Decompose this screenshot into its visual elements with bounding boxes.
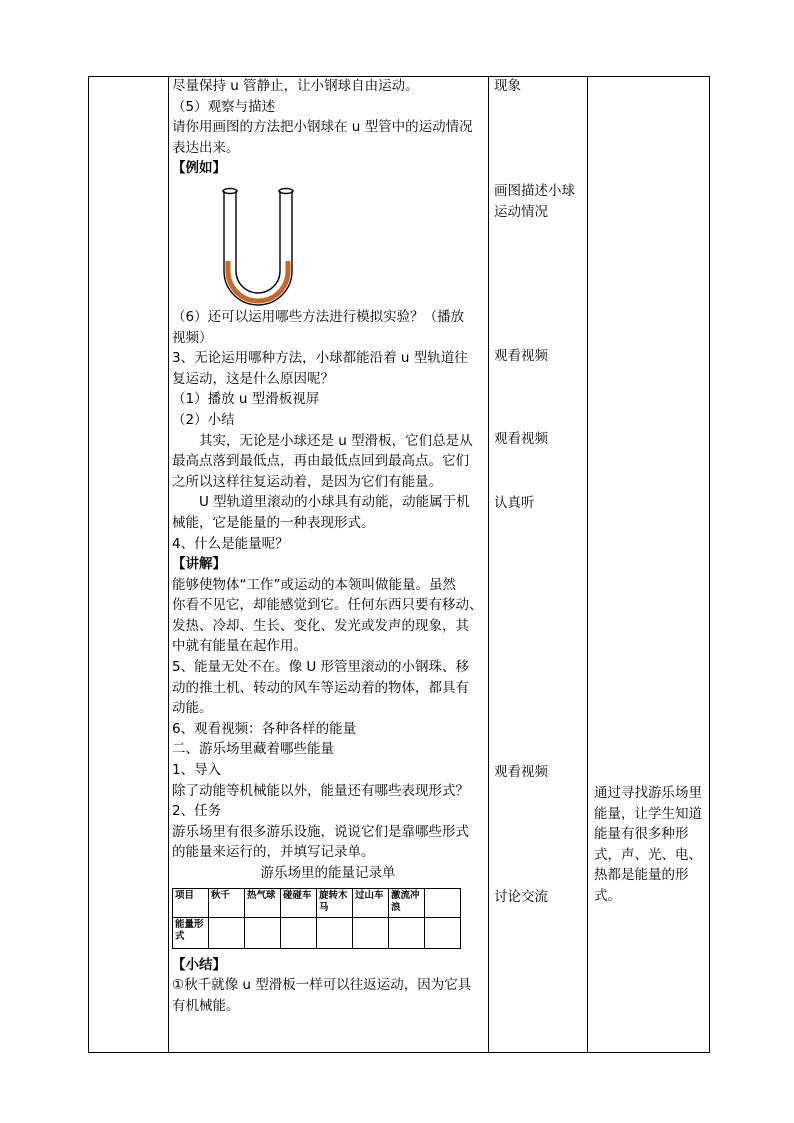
student-activity: 观看视频: [494, 431, 548, 447]
text-line: 其实，无论是小球还是 u 型滑板，它们总是从: [199, 432, 473, 449]
table-cell: [317, 917, 353, 948]
student-activity: 认真听: [494, 495, 535, 511]
table-cell: 秋千: [209, 888, 245, 917]
text-line: 能够使物体“工作”或运动的本领叫做能量。虽然: [172, 576, 456, 593]
table-cell: [245, 917, 281, 948]
text-line: 你看不见它，却能感觉到它。任何东西只要有移动、: [172, 597, 483, 614]
section-heading: 二、游乐场里藏着哪些能量: [172, 741, 334, 758]
text-line: 尽量保持 u 管静止，让小钢球自由运动。: [172, 78, 419, 94]
table-cell: 能量形式: [173, 917, 209, 948]
text-line: 复运动，这是什么原因呢？: [172, 370, 334, 387]
table-row: [173, 888, 461, 917]
table-cell: [425, 888, 461, 917]
record-table-title: 游乐场里的能量记录单: [260, 865, 396, 881]
text-line: 之所以这样往复运动着，是因为它们有能量。: [172, 473, 442, 490]
text-line: 请你用画图的方法把小钢球在 u 型管中的运动情况: [172, 119, 473, 136]
text-line: 中就有能量在起作用。: [172, 638, 307, 655]
student-activity: 讨论交流: [494, 889, 548, 905]
table-cell: [281, 917, 317, 948]
table-cell: 激流冲浪: [389, 888, 425, 917]
text-line: 3、无论运用哪种方法，小球都能沿着 u 型轨道往: [172, 350, 468, 367]
example-heading: 【例如】: [172, 160, 226, 177]
text-line: 6、观看视频：各种各样的能量: [172, 720, 357, 737]
text-line: 2、任务: [172, 803, 222, 820]
text-line: 视频）: [172, 329, 213, 346]
text-line: 发热、冷却、生长、变化、发光或发声的现象，其: [172, 617, 469, 634]
text-line: 1、导入: [172, 762, 222, 779]
explain-heading: 【讲解】: [172, 556, 226, 573]
text-line: U 型轨道里滚动的小球具有动能，动能属于机: [199, 494, 470, 511]
table-cell: [209, 917, 245, 948]
text-line: 械能，它是能量的一种表现形式。: [172, 514, 375, 531]
text-line: （5）观察与描述: [172, 98, 276, 115]
column-divider: [587, 76, 588, 1053]
table-row: [173, 917, 461, 948]
ball-path: [228, 261, 288, 301]
text-line: （6）还可以运用哪些方法进行模拟实验？（播放: [172, 308, 465, 325]
text-line: （1）播放 u 型滑板视屏: [172, 391, 320, 408]
text-line: ①秋千就像 u 型滑板一样可以往返运动，因为它具: [172, 977, 472, 994]
text-line: 5、能量无处不在。像 U 形管里滚动的小钢珠、移: [172, 659, 470, 676]
text-line: 表达出来。: [172, 139, 240, 156]
design-intent-text: 通过寻找游乐场里能量，让学生知道能量有很多种形式，声、光、电、热都是能量的形式。: [594, 785, 702, 904]
table-cell: 碰碰车: [281, 888, 317, 917]
table-cell: 热气球: [245, 888, 281, 917]
u-tube-drawing: [218, 185, 298, 307]
text-line: 最高点落到最低点，再由最低点回到最高点。它们: [172, 453, 469, 470]
student-activity: 观看视频: [494, 348, 548, 364]
student-activity: 现象: [494, 78, 521, 94]
energy-record-table: [172, 888, 461, 949]
text-line: （2）小结: [172, 411, 235, 428]
text-line: 有机械能。: [172, 997, 240, 1014]
table-cell: [353, 917, 389, 948]
teaching-process-column: [172, 76, 484, 1016]
text-line: 的能量来运行的，并填写记录单。: [172, 844, 375, 861]
text-line: 除了动能等机械能以外，能量还有哪些表现形式？: [172, 782, 469, 799]
student-activity: 观看视频: [494, 764, 548, 780]
text-line: 动的推土机、转动的风车等运动着的物体，都具有: [172, 679, 469, 696]
table-cell: [425, 917, 461, 948]
table-cell: 项目: [173, 888, 209, 917]
table-cell: 旋转木马: [317, 888, 353, 917]
column-divider: [168, 76, 169, 1053]
table-cell: 过山车: [353, 888, 389, 917]
column-divider: [488, 76, 489, 1053]
table-cell: [389, 917, 425, 948]
text-line: 动能。: [172, 700, 213, 717]
text-line: 4、什么是能量呢？: [172, 535, 289, 552]
text-line: 游乐场里有很多游乐设施，说说它们是靠哪些形式: [172, 823, 469, 840]
summary-heading: 【小结】: [172, 956, 226, 973]
student-activity: 画图描述小球运动情况: [494, 183, 575, 220]
